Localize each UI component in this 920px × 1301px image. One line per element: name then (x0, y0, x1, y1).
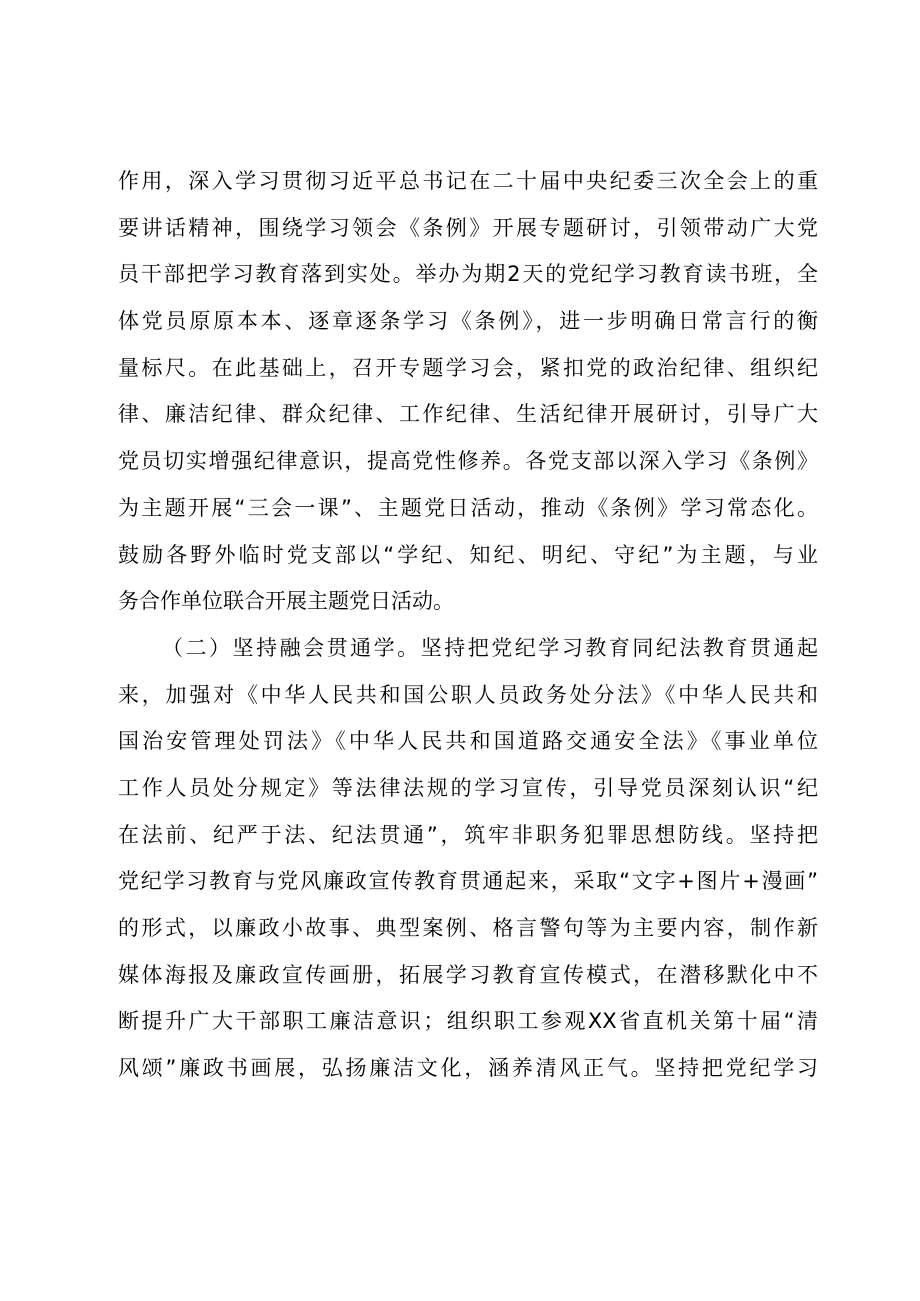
text-line: 断提升广大干部职工廉洁意识；组织职工参观XX省直机关第十届“清 (118, 1009, 818, 1034)
text-line: 要讲话精神，围绕学习领会《条例》开展专题研讨，引领带动广大党 (118, 215, 818, 240)
text-line: 量标尺。在此基础上，召开专题学习会，紧扣党的政治纪律、组织纪 (118, 355, 818, 380)
text-line: 风颂”廉政书画展，弘扬廉洁文化，涵养清风正气。坚持把党纪学习 (118, 1056, 818, 1081)
text-line: 党纪学习教育与党风廉政宣传教育贯通起来，采取“文字+图片+漫画” (118, 869, 818, 894)
text-line: 党员切实增强纪律意识，提高党性修养。各党支部以深入学习《条例》 (118, 449, 818, 474)
text-line: 的形式，以廉政小故事、典型案例、格言警句等为主要内容，制作新 (118, 916, 818, 940)
text-line: 来，加强对《中华人民共和国公职人员政务处分法》《中华人民共和 (118, 682, 818, 707)
section-heading-line: （二）坚持融会贯通学。坚持把党纪学习教育同纪法教育贯通起 (162, 635, 818, 660)
text-line: 鼓励各野外临时党支部以“学纪、知纪、明纪、守纪”为主题，与业 (118, 542, 818, 567)
text-line: 务合作单位联合开展主题党日活动。 (118, 589, 454, 614)
body-text (118, 158, 818, 1092)
text-line: 媒体海报及廉政宣传画册，拓展学习教育宣传模式，在潜移默化中不 (118, 962, 818, 987)
text-line: 律、廉洁纪律、群众纪律、工作纪律、生活纪律开展研讨，引导广大 (118, 402, 818, 427)
text-line: 在法前、纪严于法、纪法贯通”，筑牢非职务犯罪思想防线。坚持把 (118, 822, 818, 847)
text-line: 为主题开展“三会一课”、主题党日活动，推动《条例》学习常态化。 (118, 495, 818, 520)
text-line: 工作人员处分规定》等法律法规的学习宣传，引导党员深刻认识“纪 (118, 775, 818, 800)
text-line: 作用，深入学习贯彻习近平总书记在二十届中央纪委三次全会上的重 (118, 169, 818, 193)
text-line: 国治安管理处罚法》《中华人民共和国道路交通安全法》《事业单位 (118, 729, 818, 754)
text-line: 员干部把学习教育落到实处。举办为期2天的党纪学习教育读书班，全 (118, 262, 818, 287)
text-line: 体党员原原本本、逐章逐条学习《条例》，进一步明确日常言行的衡 (118, 309, 818, 334)
